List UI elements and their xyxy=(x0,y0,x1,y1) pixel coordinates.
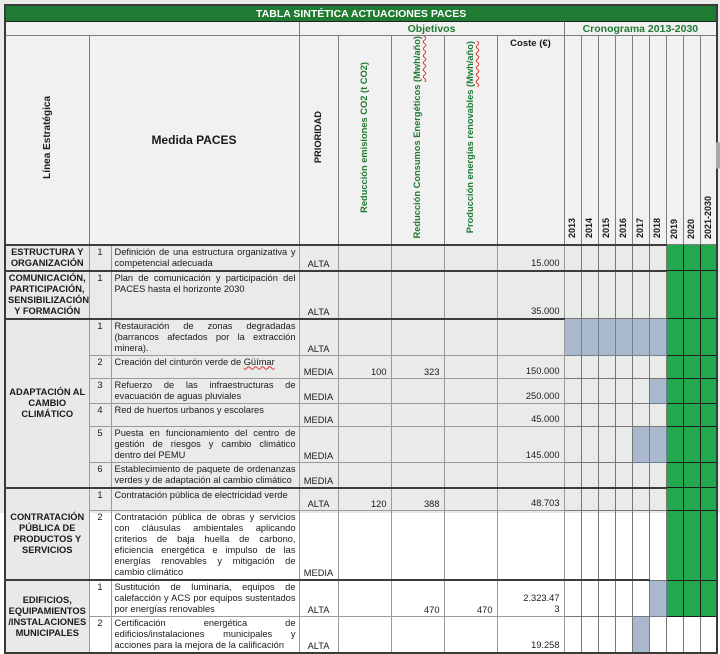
production-cell xyxy=(444,511,497,581)
cron-cell-2013 xyxy=(564,355,581,378)
cron-cell-2018 xyxy=(649,617,666,654)
header-year-2016: 2016 xyxy=(615,36,632,245)
header-year-2020: 2020 xyxy=(683,36,700,245)
table-row xyxy=(5,580,717,617)
cron-cell-2013 xyxy=(564,511,581,581)
cron-cell-2015 xyxy=(598,488,615,511)
cron-cell-2019 xyxy=(666,426,683,462)
cron-cell-2019 xyxy=(666,271,683,319)
cron-cell-2019 xyxy=(666,617,683,654)
cron-cell-2016 xyxy=(615,580,632,617)
measure-number-cell: 1 xyxy=(89,271,111,319)
cron-cell-2020 xyxy=(683,488,700,511)
table-row xyxy=(5,511,717,581)
consumption-cell: 470 xyxy=(391,580,444,617)
co2-cell xyxy=(338,617,391,654)
cron-cell-2020 xyxy=(683,511,700,581)
cron-cell-2019 xyxy=(666,488,683,511)
cron-cell-2014 xyxy=(581,245,598,271)
cost-cell: 19.258 xyxy=(497,617,564,654)
cron-cell-2014 xyxy=(581,488,598,511)
priority-cell: MEDIA xyxy=(299,378,338,403)
cost-cell: 48.703 xyxy=(497,488,564,511)
cron-cell-2016 xyxy=(615,355,632,378)
measure-text-cell: Establecimiento de paquete de ordenanzas verdes y de adaptación al cambio climático xyxy=(111,462,299,488)
table-row xyxy=(5,617,717,654)
cron-cell-2017 xyxy=(632,245,649,271)
measure-number-cell: 2 xyxy=(89,355,111,378)
header-year-2018: 2018 xyxy=(649,36,666,245)
measure-number-cell: 5 xyxy=(89,426,111,462)
cron-cell-2016 xyxy=(615,403,632,426)
priority-cell: MEDIA xyxy=(299,355,338,378)
co2-cell xyxy=(338,580,391,617)
misspelled-word: Güímar xyxy=(243,356,275,367)
cron-cell-2013 xyxy=(564,617,581,654)
cron-cell-2014 xyxy=(581,378,598,403)
measure-text-cell: Plan de comunicación y participación del PACES hasta el horizonte 2030 xyxy=(111,271,299,319)
header-year-2019: 2019 xyxy=(666,36,683,245)
consumption-cell xyxy=(391,319,444,356)
consumption-cell xyxy=(391,245,444,271)
cron-cell-2016 xyxy=(615,462,632,488)
cron-cell-2017 xyxy=(632,617,649,654)
consumption-cell xyxy=(391,271,444,319)
cron-cell-2017 xyxy=(632,378,649,403)
cron-cell-2019 xyxy=(666,580,683,617)
table-title: TABLA SINTÉTICA ACTUACIONES PACES xyxy=(5,5,717,22)
cron-cell-2017 xyxy=(632,488,649,511)
cron-cell-2021-2030 xyxy=(700,580,717,617)
cron-cell-2016 xyxy=(615,319,632,356)
priority-cell: ALTA xyxy=(299,617,338,654)
header-reduccion-consumos: Reducción Consumos Energéticos (Mwh/año) xyxy=(391,36,444,245)
cron-cell-2018 xyxy=(649,245,666,271)
co2-cell: 120 xyxy=(338,488,391,511)
measure-number-cell: 1 xyxy=(89,319,111,356)
scrollbar-thumb[interactable] xyxy=(716,142,720,169)
cost-cell xyxy=(497,511,564,581)
cron-cell-2014 xyxy=(581,580,598,617)
cron-cell-2013 xyxy=(564,580,581,617)
cron-cell-2015 xyxy=(598,245,615,271)
co2-cell xyxy=(338,245,391,271)
cron-cell-2016 xyxy=(615,245,632,271)
cron-cell-2018 xyxy=(649,580,666,617)
consumption-cell: 323 xyxy=(391,355,444,378)
priority-cell: ALTA xyxy=(299,580,338,617)
header-year-2014: 2014 xyxy=(581,36,598,245)
cron-cell-2016 xyxy=(615,488,632,511)
cron-cell-2015 xyxy=(598,462,615,488)
group-label: ESTRUCTURA Y ORGANIZACIÓN xyxy=(5,245,89,271)
priority-cell: ALTA xyxy=(299,245,338,271)
cron-cell-2015 xyxy=(598,355,615,378)
co2-cell xyxy=(338,462,391,488)
cron-cell-2013 xyxy=(564,403,581,426)
cost-cell: 15.000 xyxy=(497,245,564,271)
header-medida-paces: Medida PACES xyxy=(89,36,299,245)
consumption-cell xyxy=(391,462,444,488)
cron-cell-2014 xyxy=(581,319,598,356)
cron-cell-2018 xyxy=(649,426,666,462)
cron-cell-2021-2030 xyxy=(700,426,717,462)
group-label: COMUNICACIÓN, PARTICIPACIÓN, SENSIBILIZACIÓN Y FORMACIÓN xyxy=(5,271,89,319)
header-prioridad: PRIORIDAD xyxy=(299,36,338,245)
production-cell xyxy=(444,488,497,511)
priority-cell: MEDIA xyxy=(299,511,338,581)
header-year-2021-2030: 2021-2030 xyxy=(700,36,717,245)
table-row xyxy=(5,245,717,271)
cron-cell-2018 xyxy=(649,488,666,511)
section-cronograma: Cronograma 2013-2030 xyxy=(564,22,717,36)
production-cell xyxy=(444,319,497,356)
cron-cell-2016 xyxy=(615,378,632,403)
measure-text-cell: Creación del cinturón verde de Güímar xyxy=(111,355,299,378)
cron-cell-2017 xyxy=(632,511,649,581)
header-coste: Coste (€) xyxy=(497,36,564,245)
measure-text-cell: Contratación pública de obras y servicios con cláusulas ambientales aplicando criterios de baja huella de carbono, eficiencia energética e impulso de las energías renovables y mitigación de cambio climático xyxy=(111,511,299,581)
table-row xyxy=(5,378,717,403)
table-row xyxy=(5,403,717,426)
header-year-2017: 2017 xyxy=(632,36,649,245)
measure-text-cell: Definición de una estructura organizativa y competencial adecuada xyxy=(111,245,299,271)
cron-cell-2014 xyxy=(581,355,598,378)
cron-cell-2013 xyxy=(564,245,581,271)
production-cell xyxy=(444,355,497,378)
cron-cell-2019 xyxy=(666,355,683,378)
section-spacer xyxy=(5,22,299,36)
cron-cell-2015 xyxy=(598,580,615,617)
cron-cell-2021-2030 xyxy=(700,617,717,654)
cron-cell-2021-2030 xyxy=(700,511,717,581)
header-year-2015: 2015 xyxy=(598,36,615,245)
consumption-cell xyxy=(391,511,444,581)
cron-cell-2018 xyxy=(649,511,666,581)
consumption-cell xyxy=(391,426,444,462)
cron-cell-2017 xyxy=(632,403,649,426)
cron-cell-2015 xyxy=(598,617,615,654)
cron-cell-2021-2030 xyxy=(700,488,717,511)
header-linea-estrategica: Línea Estratégica xyxy=(5,36,89,245)
measure-number-cell: 1 xyxy=(89,580,111,617)
cron-cell-2014 xyxy=(581,271,598,319)
cost-cell: 45.000 xyxy=(497,403,564,426)
measure-number-cell: 4 xyxy=(89,403,111,426)
cron-cell-2016 xyxy=(615,271,632,319)
cron-cell-2018 xyxy=(649,378,666,403)
cron-cell-2013 xyxy=(564,488,581,511)
cron-cell-2013 xyxy=(564,319,581,356)
production-cell xyxy=(444,462,497,488)
cron-cell-2017 xyxy=(632,355,649,378)
section-objetivos: Objetivos xyxy=(299,22,564,36)
cron-cell-2018 xyxy=(649,319,666,356)
cron-cell-2018 xyxy=(649,403,666,426)
measure-text-cell: Puesta en funcionamiento del centro de gestión de riesgos y cambio climático dentro del PEMU xyxy=(111,426,299,462)
production-cell xyxy=(444,245,497,271)
table-row xyxy=(5,426,717,462)
cost-cell: 150.000 xyxy=(497,355,564,378)
cron-cell-2014 xyxy=(581,511,598,581)
cron-cell-2020 xyxy=(683,355,700,378)
cron-cell-2015 xyxy=(598,271,615,319)
cron-cell-2013 xyxy=(564,271,581,319)
cron-cell-2020 xyxy=(683,426,700,462)
cron-cell-2017 xyxy=(632,580,649,617)
cron-cell-2017 xyxy=(632,271,649,319)
cron-cell-2021-2030 xyxy=(700,403,717,426)
cron-cell-2020 xyxy=(683,319,700,356)
header-reduccion-co2: Reducción emisiones CO2 (t CO2) xyxy=(338,36,391,245)
priority-cell: ALTA xyxy=(299,271,338,319)
measure-number-cell: 1 xyxy=(89,488,111,511)
table-row xyxy=(5,355,717,378)
co2-cell xyxy=(338,426,391,462)
priority-cell: MEDIA xyxy=(299,462,338,488)
co2-cell xyxy=(338,378,391,403)
cost-cell: 2.323.47 3 xyxy=(497,580,564,617)
production-cell xyxy=(444,378,497,403)
cron-cell-2021-2030 xyxy=(700,462,717,488)
cron-cell-2017 xyxy=(632,462,649,488)
table-row xyxy=(5,462,717,488)
measure-text-cell: Contratación pública de electricidad verde xyxy=(111,488,299,511)
cron-cell-2015 xyxy=(598,319,615,356)
cron-cell-2019 xyxy=(666,462,683,488)
co2-cell xyxy=(338,319,391,356)
cron-cell-2019 xyxy=(666,378,683,403)
group-label: ADAPTACIÓN AL CAMBIO CLIMÁTICO xyxy=(5,319,89,488)
cron-cell-2019 xyxy=(666,511,683,581)
header-produccion-renovables: Producción energías renovables (Mwh/año) xyxy=(444,36,497,245)
production-cell xyxy=(444,403,497,426)
cron-cell-2020 xyxy=(683,245,700,271)
production-cell: 470 xyxy=(444,580,497,617)
co2-cell: 100 xyxy=(338,355,391,378)
cron-cell-2015 xyxy=(598,511,615,581)
consumption-cell xyxy=(391,617,444,654)
measure-text-cell: Sustitución de luminaria, equipos de calefacción y ACS por equipos sustentados por energías renovables xyxy=(111,580,299,617)
cost-cell: 35.000 xyxy=(497,271,564,319)
priority-cell: ALTA xyxy=(299,319,338,356)
cron-cell-2013 xyxy=(564,462,581,488)
cron-cell-2019 xyxy=(666,245,683,271)
cron-cell-2020 xyxy=(683,403,700,426)
co2-cell xyxy=(338,271,391,319)
cron-cell-2021-2030 xyxy=(700,245,717,271)
consumption-cell xyxy=(391,378,444,403)
cost-cell: 145.000 xyxy=(497,426,564,462)
table-row xyxy=(5,319,717,356)
cron-cell-2014 xyxy=(581,426,598,462)
cron-cell-2020 xyxy=(683,462,700,488)
production-cell xyxy=(444,617,497,654)
cost-cell: 250.000 xyxy=(497,378,564,403)
measure-number-cell: 6 xyxy=(89,462,111,488)
measure-number-cell: 3 xyxy=(89,378,111,403)
cron-cell-2016 xyxy=(615,511,632,581)
production-cell xyxy=(444,426,497,462)
group-label: EDIFICIOS, EQUIPAMIENTOS /INSTALACIONES MUNICIPALES xyxy=(5,580,89,653)
cost-cell xyxy=(497,319,564,356)
measure-number-cell: 2 xyxy=(89,511,111,581)
cron-cell-2019 xyxy=(666,403,683,426)
cron-cell-2017 xyxy=(632,426,649,462)
measure-text-cell: Restauración de zonas degradadas (barrancos afectados por la extracción minera). xyxy=(111,319,299,356)
cron-cell-2017 xyxy=(632,319,649,356)
cron-cell-2013 xyxy=(564,378,581,403)
cron-cell-2018 xyxy=(649,271,666,319)
cron-cell-2020 xyxy=(683,617,700,654)
group-label: CONTRATACIÓN PÚBLICA DE PRODUCTOS Y SERVICIOS xyxy=(5,488,89,581)
priority-cell: MEDIA xyxy=(299,403,338,426)
cron-cell-2014 xyxy=(581,617,598,654)
cron-cell-2016 xyxy=(615,426,632,462)
cron-cell-2021-2030 xyxy=(700,271,717,319)
cron-cell-2021-2030 xyxy=(700,319,717,356)
measure-text-cell: Certificación energética de edificios/instalaciones municipales y acciones para la mejora de la calificación xyxy=(111,617,299,654)
cron-cell-2020 xyxy=(683,580,700,617)
cron-cell-2015 xyxy=(598,426,615,462)
cron-cell-2020 xyxy=(683,378,700,403)
cron-cell-2020 xyxy=(683,271,700,319)
cron-cell-2015 xyxy=(598,378,615,403)
cron-cell-2018 xyxy=(649,355,666,378)
cron-cell-2021-2030 xyxy=(700,378,717,403)
measure-text-cell: Refuerzo de las infraestructuras de evacuación de aguas pluviales xyxy=(111,378,299,403)
measure-number-cell: 1 xyxy=(89,245,111,271)
priority-cell: MEDIA xyxy=(299,426,338,462)
production-cell xyxy=(444,271,497,319)
table-row xyxy=(5,271,717,319)
consumption-cell: 388 xyxy=(391,488,444,511)
cron-cell-2016 xyxy=(615,617,632,654)
cron-cell-2018 xyxy=(649,462,666,488)
cron-cell-2013 xyxy=(564,426,581,462)
measure-number-cell: 2 xyxy=(89,617,111,654)
cost-cell xyxy=(497,462,564,488)
co2-cell xyxy=(338,403,391,426)
paces-table xyxy=(4,4,718,654)
cron-cell-2014 xyxy=(581,462,598,488)
cron-cell-2019 xyxy=(666,319,683,356)
measure-text-cell: Red de huertos urbanos y escolares xyxy=(111,403,299,426)
table-row xyxy=(5,488,717,511)
cron-cell-2014 xyxy=(581,403,598,426)
cron-cell-2015 xyxy=(598,403,615,426)
cron-cell-2021-2030 xyxy=(700,355,717,378)
co2-cell xyxy=(338,511,391,581)
header-year-2013: 2013 xyxy=(564,36,581,245)
priority-cell: ALTA xyxy=(299,488,338,511)
consumption-cell xyxy=(391,403,444,426)
